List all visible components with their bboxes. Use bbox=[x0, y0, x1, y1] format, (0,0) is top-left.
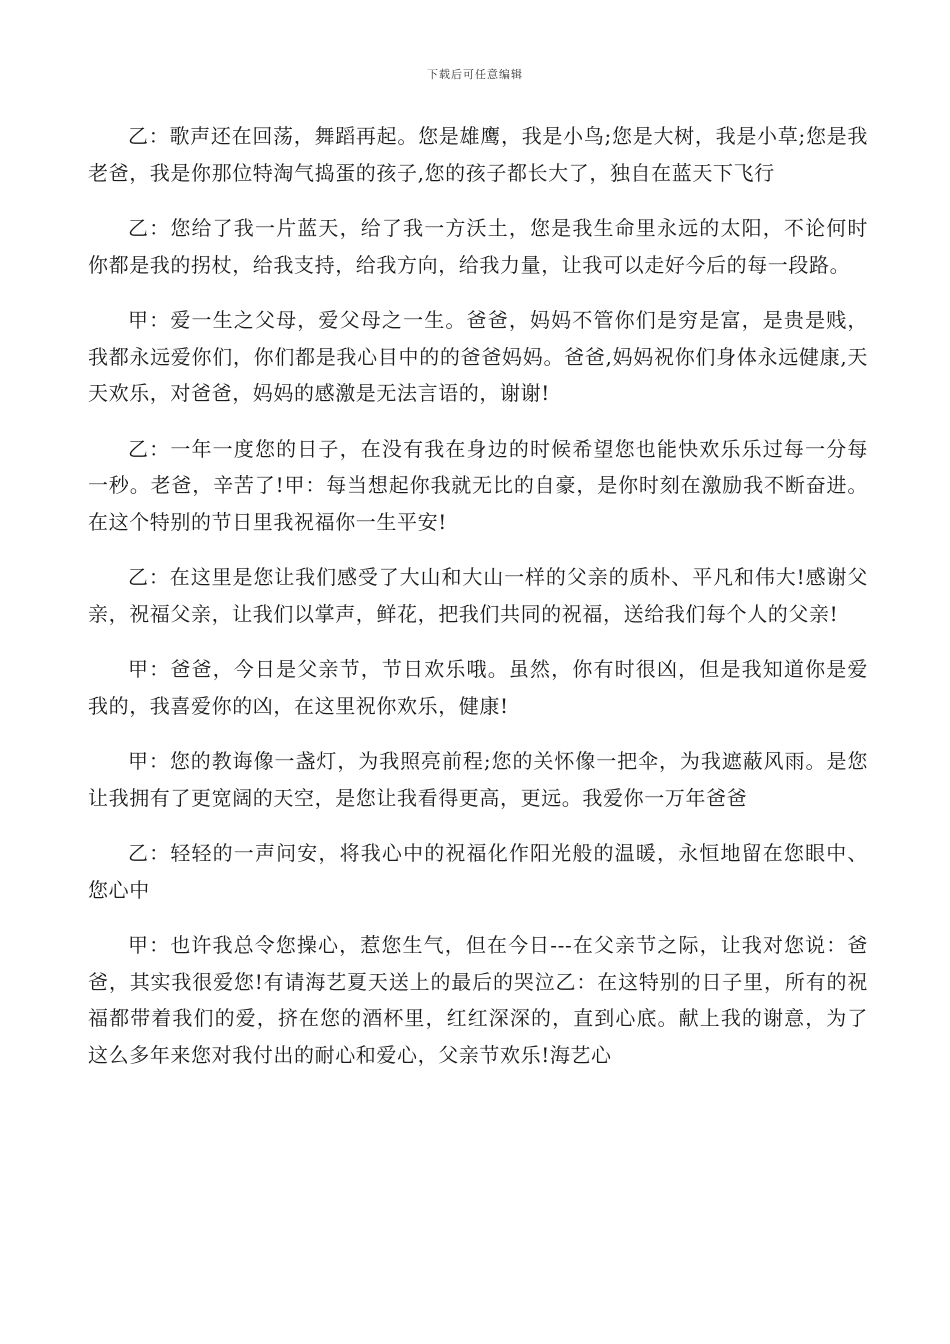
document-body bbox=[88, 118, 868, 1092]
paragraph: 甲：您的教诲像一盏灯，为我照亮前程;您的关怀像一把伞，为我遮蔽风雨。是您让我拥有了更宽阔的天空，是您让我看得更高，更远。我爱你一万年爸爸 bbox=[88, 749, 868, 810]
paragraph: 甲：爱一生之父母，爱父母之一生。爸爸，妈妈不管你们是穷是富，是贵是贱，我都永远爱你们，你们都是我心目中的的爸爸妈妈。爸爸,妈妈祝你们身体永远健康,天天欢乐，对爸爸，妈妈的感激是无法言语的，谢谢! bbox=[88, 308, 868, 405]
paragraph: 乙：一年一度您的日子，在没有我在身边的时候希望您也能快欢乐乐过每一分每一秒。老爸，辛苦了!甲：每当想起你我就无比的自豪，是你时刻在激励我不断奋进。在这个特别的节日里我祝福你一生平安! bbox=[88, 436, 868, 534]
paragraph: 乙：歌声还在回荡，舞蹈再起。您是雄鹰，我是小鸟;您是大树，我是小草;您是我老爸，我是你那位特淘气捣蛋的孩子,您的孩子都长大了，独自在蓝天下飞行 bbox=[88, 124, 868, 185]
paragraph: 乙：轻轻的一声问安，将我心中的祝福化作阳光般的温暖，永恒地留在您眼中、您心中 bbox=[88, 841, 868, 902]
page-header: 下载后可任意编辑 bbox=[427, 68, 523, 81]
paragraph: 乙：您给了我一片蓝天，给了我一方沃土，您是我生命里永远的太阳，不论何时你都是我的拐杖，给我支持，给我方向，给我力量，让我可以走好今后的每一段路。 bbox=[88, 216, 868, 277]
paragraph: 甲：爸爸，今日是父亲节，节日欢乐哦。虽然，你有时很凶，但是我知道你是爱我的，我喜爱你的凶，在这里祝你欢乐，健康! bbox=[88, 657, 868, 718]
paragraph: 乙：在这里是您让我们感受了大山和大山一样的父亲的质朴、平凡和伟大!感谢父亲，祝福父亲，让我们以掌声，鲜花，把我们共同的祝福，送给我们每个人的父亲! bbox=[88, 565, 868, 626]
paragraph: 甲：也许我总令您操心，惹您生气，但在今日---在父亲节之际，让我对您说：爸爸，其实我很爱您!有请海艺夏天送上的最后的哭泣乙：在这特别的日子里，所有的祝福都带着我们的爱，挤在您的酒杯里，红红深深的，直到心底。献上我的谢意，为了这么多年来您对我付出的耐心和爱心，父亲节欢乐!海艺心 bbox=[88, 933, 868, 1067]
